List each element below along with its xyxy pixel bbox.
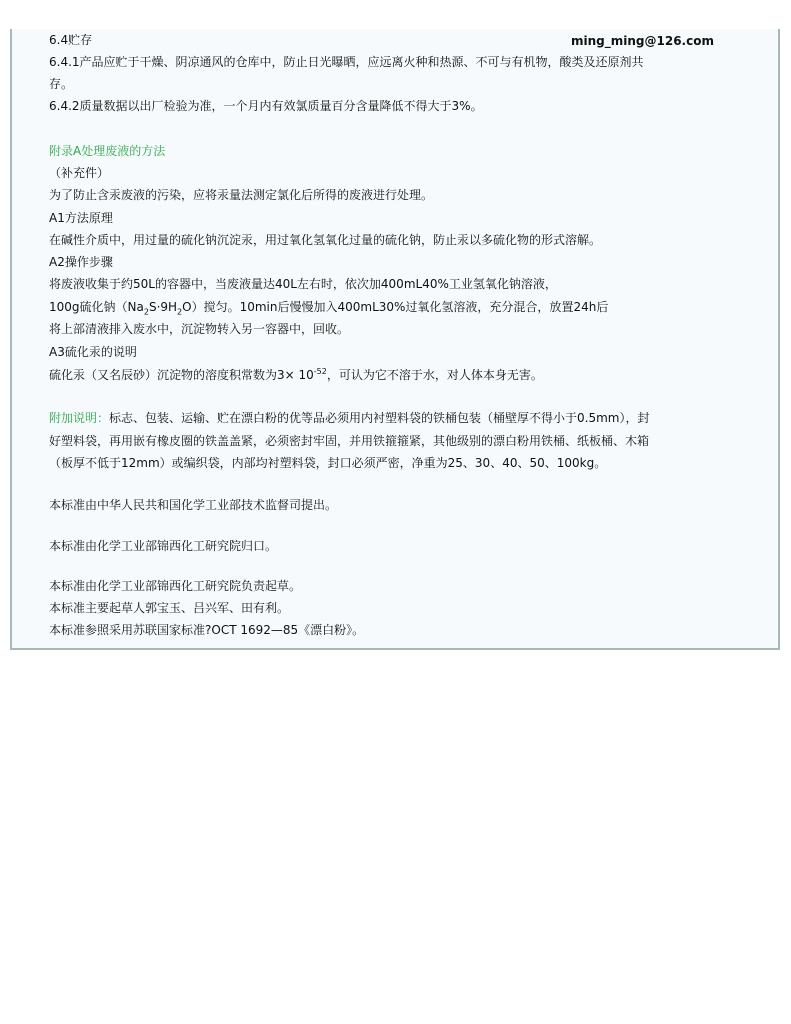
a3-exponent: -52 [313,367,327,376]
a3-title: A3硫化汞的说明 [49,345,137,359]
storage-clause-641-line2: 存。 [49,77,74,91]
a3-text-prefix: 硫化汞（又名辰砂）沉淀物的溶度积常数为3× 10 [49,368,314,382]
appendix-intro: 为了防止含汞废液的污染，应将汞量法测定氯化后所得的废液进行处理。 [49,188,434,202]
a1-title: A1方法原理 [49,211,113,225]
footer-managed-by: 本标准由化学工业部锦西化工研究院归口。 [49,539,278,553]
additional-note-label: 附加说明： [49,411,110,425]
storage-clause-641-line1: 6.4.1产品应贮于干燥、阴凉通风的仓库中，防止日光曝晒，应远离火种和热源、不可与有机物，酸类及还原剂共 [49,55,644,69]
email-watermark: ming_ming@126.com [571,34,714,48]
a2-line3: 将上部清液排入废水中，沉淀物转入另一容器中，回收。 [49,322,350,336]
a2-subscript-1: 2 [143,307,149,317]
storage-clause-642: 6.4.2质量数据以出厂检验为准，一个月内有效氯质量百分含量降低不得大于3%。 [49,99,483,113]
a2-title: A2操作步骤 [49,255,113,269]
content-panel [10,29,780,650]
appendix-supplement: （补充件） [49,166,110,180]
a3-text-suffix: ，可认为它不溶于水，对人体本身无害。 [326,368,543,382]
a2-subscript-2: 2 [177,307,183,317]
section-title-storage: 6.4贮存 [49,33,93,47]
additional-note-line1 [49,410,649,426]
a2-line2 [49,299,608,315]
footer-proposed-by: 本标准由中华人民共和国化学工业部技术监督司提出。 [49,498,338,512]
footer-drafted-by: 本标准由化学工业部锦西化工研究院负责起草。 [49,579,302,593]
footer-reference: 本标准参照采用苏联国家标准?OCT 1692—85《漂白粉》。 [49,623,365,637]
a2-line2-suffix: O）搅匀。10min后慢慢加入400mL30%过氧化氢溶液，充分混合，放置24h后 [182,300,609,314]
a2-line2-prefix: 100g硫化钠（Na [49,300,144,314]
additional-note-line2: 好塑料袋，再用嵌有橡皮圈的铁盖盖紧，必须密封牢固，并用铁箍箍紧，其他级别的漂白粉用铁桶、纸板桶、木箱 [49,434,650,448]
additional-note-text1: 标志、包装、运输、贮在漂白粉的优等品必须用内衬塑料袋的铁桶包装（桶壁厚不得小于0.5mm），封 [109,411,650,425]
a3-text [49,367,543,383]
appendix-title: 附录A处理废液的方法 [49,144,166,158]
a2-line2-mid: S·9H [148,300,178,314]
a2-line1: 将废液收集于约50L的容器中，当废液量达40L左右时，依次加400mL40%工业氢氧化钠溶液， [49,277,557,291]
additional-note-line3: （板厚不低于12mm）或编织袋，内部均衬塑料袋，封口必须严密，净重为25、30、40、50、100kg。 [49,456,607,470]
a1-text: 在碱性介质中，用过量的硫化钠沉淀汞，用过氧化氢氧化过量的硫化钠，防止汞以多硫化物的形式溶解。 [49,233,602,247]
footer-drafters: 本标准主要起草人郭宝玉、吕兴军、田有利。 [49,601,290,615]
